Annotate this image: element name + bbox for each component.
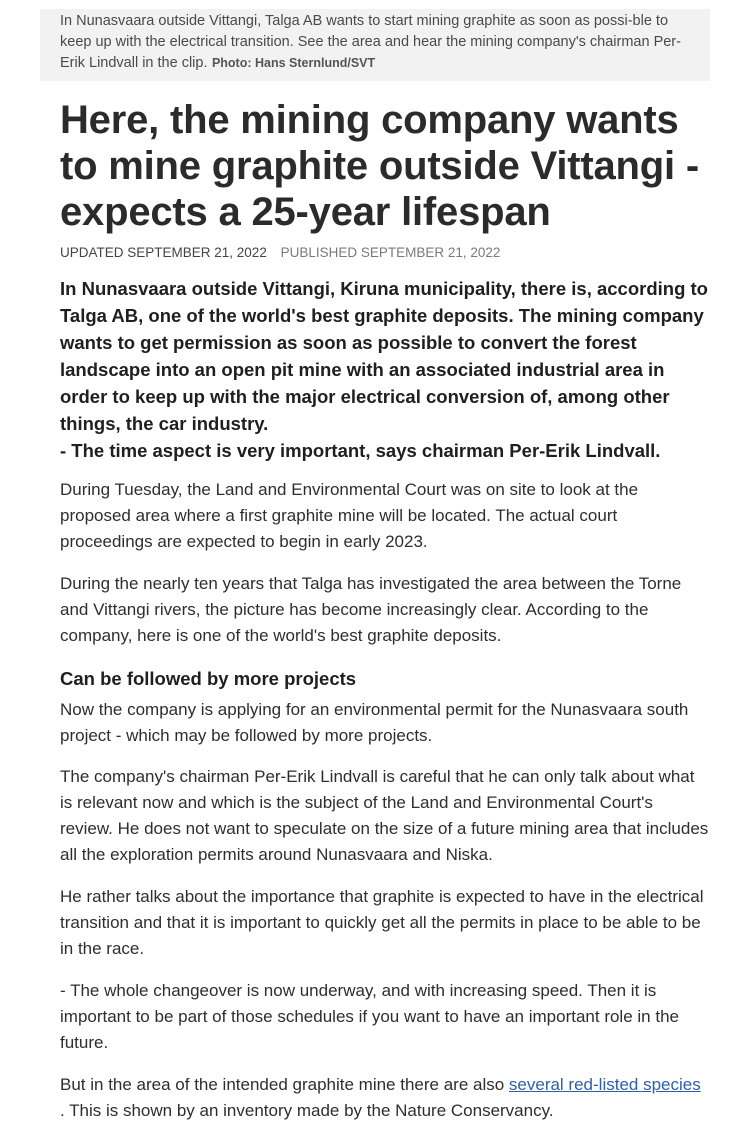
photo-credit: Photo: Hans Sternlund/SVT	[211, 56, 376, 70]
paragraph-transition: He rather talks about the importance that graphite is expected to have in the electrical transition and that it is important to quickly get all the permits in place to be able to be in the race.	[60, 887, 704, 958]
article-lead	[60, 275, 710, 464]
paragraph-court-visit: During Tuesday, the Land and Environmental Court was on site to look at the proposed area where a first graphite mine will be located. The actual court proceedings are expected to begin in early 2023.	[60, 480, 639, 551]
section-subheading: Can be followed by more projects	[60, 668, 357, 689]
article-dates	[60, 244, 500, 262]
paragraph-permit: Now the company is applying for an environmental permit for the Nunasvaara south project - which may be followed by more projects.	[60, 700, 689, 745]
lead-quote: - The time aspect is very important, says chairman Per-Erik Lindvall.	[60, 440, 661, 461]
paragraph-chairman: The company's chairman Per-Erik Lindvall is careful that he can only talk about what is relevant now and which is the subject of the Land and Environmental Court's review. He does not want to speculate on the size of a future mining area that includes all the exploration permits around Nunasvaara and Niska.	[60, 767, 709, 864]
published-date: PUBLISHED SEPTEMBER 21, 2022	[280, 245, 501, 260]
paragraph-species	[60, 1072, 710, 1124]
caption-text: In Nunasvaara outside Vittangi, Talga AB wants to start mining graphite as soon as possi-ble to keep up with the electrical transition. See the area and hear the mining company's chairman Per-Erik Lindvall in the clip.	[60, 13, 681, 71]
paragraph-investigation: During the nearly ten years that Talga has investigated the area between the Torne and Vittangi rivers, the picture has become increasingly clear. According to the company, here is one of the world's best graphite deposits.	[60, 574, 682, 645]
photo-caption	[40, 9, 710, 81]
paragraph-quote: - The whole changeover is now underway, and with increasing speed. Then it is important to be part of those schedules if you want to have an important role in the future.	[60, 981, 679, 1052]
species-text-before: But in the area of the intended graphite mine there are also	[60, 1075, 509, 1094]
article-headline: Here, the mining company wants to mine graphite outside Vittangi - expects a 25-year lifespan	[60, 98, 699, 234]
red-listed-species-link[interactable]: several red-listed species	[508, 1075, 701, 1094]
species-text-after: . This is shown by an inventory made by the Nature Conservancy.	[60, 1101, 554, 1120]
updated-date: UPDATED SEPTEMBER 21, 2022	[60, 245, 267, 260]
lead-text: In Nunasvaara outside Vittangi, Kiruna municipality, there is, according to Talga AB, one of the world's best graphite deposits. The mining company wants to get permission as soon as possible to convert the forest landscape into an open pit mine with an associated industrial area in order to keep up with the major electrical conversion of, among other things, the car industry.	[60, 278, 708, 434]
